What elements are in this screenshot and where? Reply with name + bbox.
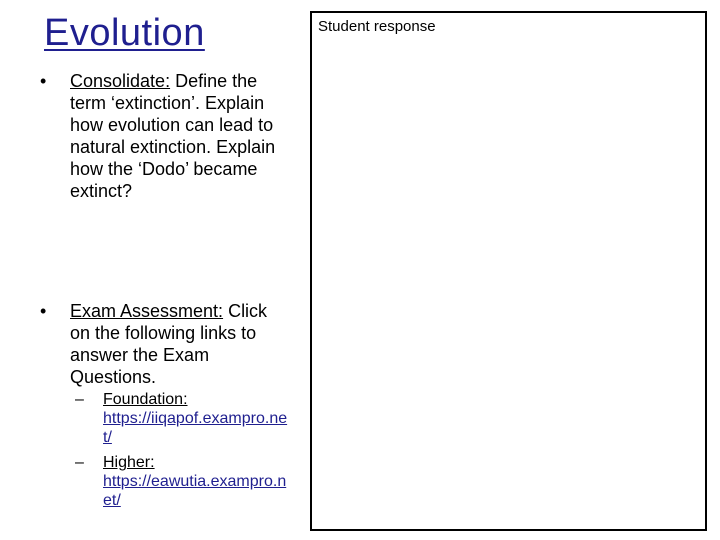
bullet-consolidate (40, 70, 290, 202)
foundation-link[interactable]: https://iiqapof.exampro.net/ (103, 410, 288, 446)
bullet-heading: Exam Assessment: (70, 301, 224, 321)
sub-text (103, 453, 295, 510)
bullet-text (70, 300, 290, 388)
student-response-box[interactable] (310, 11, 707, 531)
bullet-text (70, 70, 290, 202)
bullet-body: Define the term ‘extinction’. Explain how evolution can lead to natural extinction. Explain how the ‘Dodo’ became extinct? (70, 71, 276, 201)
sub-marker: – (75, 454, 84, 471)
sub-item-higher (75, 453, 295, 510)
bullet-marker: • (40, 71, 47, 91)
sub-marker: – (75, 391, 84, 408)
bullet-marker: • (40, 301, 47, 321)
sub-heading: Higher: (103, 454, 155, 471)
sub-heading: Foundation: (103, 391, 188, 408)
sub-item-foundation (75, 390, 295, 447)
student-response-label: Student response (318, 18, 436, 35)
bullet-heading: Consolidate: (70, 71, 171, 91)
bullet-body: Click on the following links to answer the Exam Questions. (70, 301, 268, 387)
higher-link[interactable]: https://eawutia.exampro.net/ (103, 473, 287, 509)
bullet-exam-assessment (40, 300, 290, 388)
page-title: Evolution (44, 12, 205, 54)
sub-text (103, 390, 295, 447)
